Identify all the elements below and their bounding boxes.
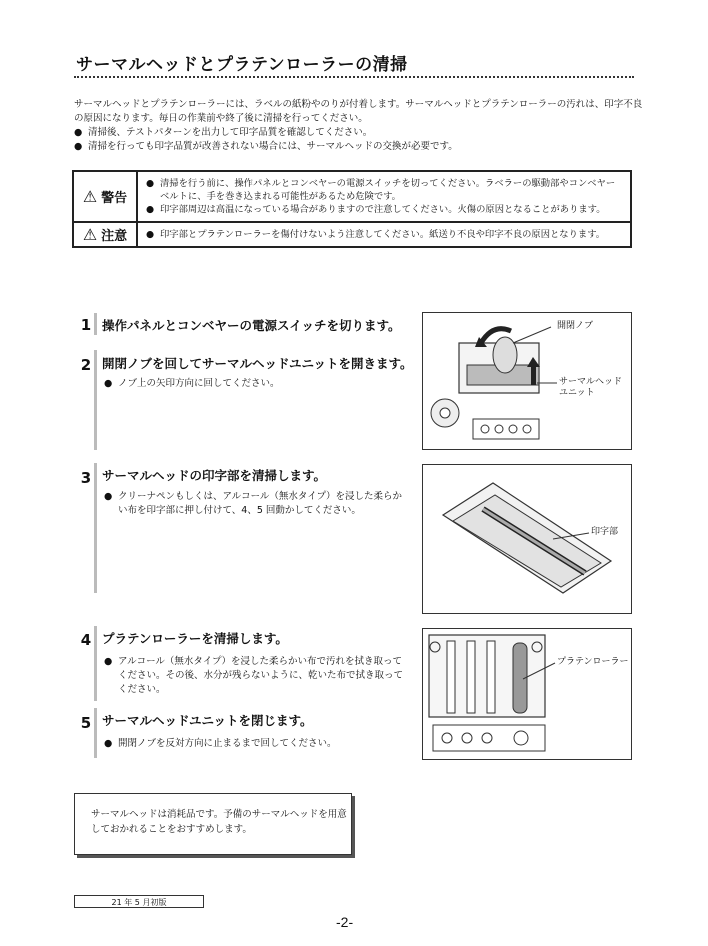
step-title: サーマルヘッドの印字部を清掃します。 (102, 468, 327, 483)
step-number: 1 (80, 316, 92, 334)
caution-triangle-icon: ⚠ (82, 225, 98, 244)
step-instruction (104, 377, 404, 391)
step-instruction (104, 655, 410, 697)
figure-print-head (422, 464, 632, 614)
caution-body (138, 223, 630, 246)
warning-label (74, 172, 138, 221)
print-head-illustration (423, 465, 630, 612)
bullet-icon: ● (146, 178, 155, 189)
intro-paragraph: サーマルヘッドとプラテンローラーには、ラベルの紙粉やのりが付着します。サーマルヘッドとプラテンローラーの汚れは、印字不良の原因になります。毎日の作業前や終了後に清掃を行ってください。 (74, 99, 643, 124)
caution-row (74, 221, 630, 246)
warning-body (138, 172, 630, 221)
step-number: 4 (80, 631, 92, 649)
warning-row (74, 172, 630, 221)
consumable-note-box: サーマルヘッドは消耗品です。予備のサーマルヘッドを用意しておかれることをおすすめします。 (74, 793, 352, 855)
step-instruction (104, 737, 410, 751)
bullet-icon: ● (104, 738, 113, 749)
figure-platen-roller (422, 628, 632, 760)
edition-label: 21 年 5 月初版 (74, 895, 204, 908)
step-title: サーマルヘッドユニットを閉じます。 (102, 713, 313, 728)
step-instruction (104, 490, 410, 518)
print-section-label: 印字部 (591, 527, 619, 537)
warning-item (146, 177, 624, 203)
intro-section (74, 98, 644, 154)
warning-triangle-icon: ⚠ (82, 187, 98, 206)
platen-roller-label: プラテンローラー (557, 657, 629, 667)
step-instruction-text: アルコール（無水タイプ）を浸した柔らかい布で汚れを拭き取ってください。その後、水分が残らないように、乾いた布で拭き取ってください。 (118, 656, 404, 695)
figure-head-unit-open (422, 312, 632, 450)
step-bar (94, 313, 97, 335)
caution-item (146, 228, 624, 241)
step-title: 操作パネルとコンベヤーの電源スイッチを切ります。 (102, 318, 401, 333)
warning-item-text: 印字部周辺は高温になっている場合がありますので注意してください。火傷の原因となることがあります。 (160, 204, 606, 215)
bullet-icon: ● (104, 378, 113, 389)
step-bar (94, 626, 97, 701)
step-number: 3 (80, 469, 92, 487)
warning-label-text: 警告 (101, 191, 128, 206)
bullet-icon: ● (74, 141, 83, 152)
step-bar (94, 463, 97, 593)
warning-item-text: 清掃を行う前に、操作パネルとコンベヤーの電源スイッチを切ってください。ラベラーの駆動部やコンベヤーベルトに、手を巻き込まれる可能性があるため危険です。 (160, 178, 616, 202)
safety-notice-table (72, 170, 632, 248)
page-title: サーマルヘッドとプラテンローラーの清掃 (76, 55, 408, 75)
step-bar (94, 708, 97, 758)
bullet-icon: ● (104, 656, 113, 667)
knob-label: 開閉ノブ (557, 321, 594, 331)
bullet-icon: ● (146, 204, 155, 215)
bullet-icon: ● (146, 229, 155, 240)
intro-bullet (74, 140, 644, 154)
title-divider (74, 76, 634, 78)
bullet-icon: ● (104, 491, 113, 502)
page-number: -2- (336, 914, 354, 930)
step-number: 2 (80, 356, 92, 374)
step-number: 5 (80, 714, 92, 732)
caution-label-text: 注意 (101, 229, 128, 244)
step-instruction-text: クリーナペンもしくは、アルコール（無水タイプ）を浸した柔らかい布を印字部に押し付けて、4、5 回動かしてください。 (118, 491, 403, 516)
intro-bullet (74, 126, 644, 140)
step-bar (94, 350, 97, 450)
warning-item (146, 203, 624, 216)
intro-bullet-text: 清掃後、テストパターンを出力して印字品質を確認してください。 (88, 127, 373, 138)
step-instruction-text: 開閉ノブを反対方向に止まるまで回してください。 (118, 738, 337, 749)
step-title: プラテンローラーを清掃します。 (102, 631, 288, 646)
platen-roller-illustration (423, 629, 630, 758)
bullet-icon: ● (74, 127, 83, 138)
caution-label (74, 223, 138, 246)
step-instruction-text: ノブ上の矢印方向に回してください。 (118, 378, 280, 389)
caution-item-text: 印字部とプラテンローラーを傷付けないよう注意してください。紙送り不良や印字不良の原因となります。 (160, 229, 606, 240)
step-title: 開閉ノブを回してサーマルヘッドユニットを開きます。 (102, 356, 413, 371)
intro-bullet-text: 清掃を行っても印字品質が改善されない場合には、サーマルヘッドの交換が必要です。 (88, 141, 458, 152)
head-unit-label: サーマルヘッド ユニット (559, 377, 623, 398)
